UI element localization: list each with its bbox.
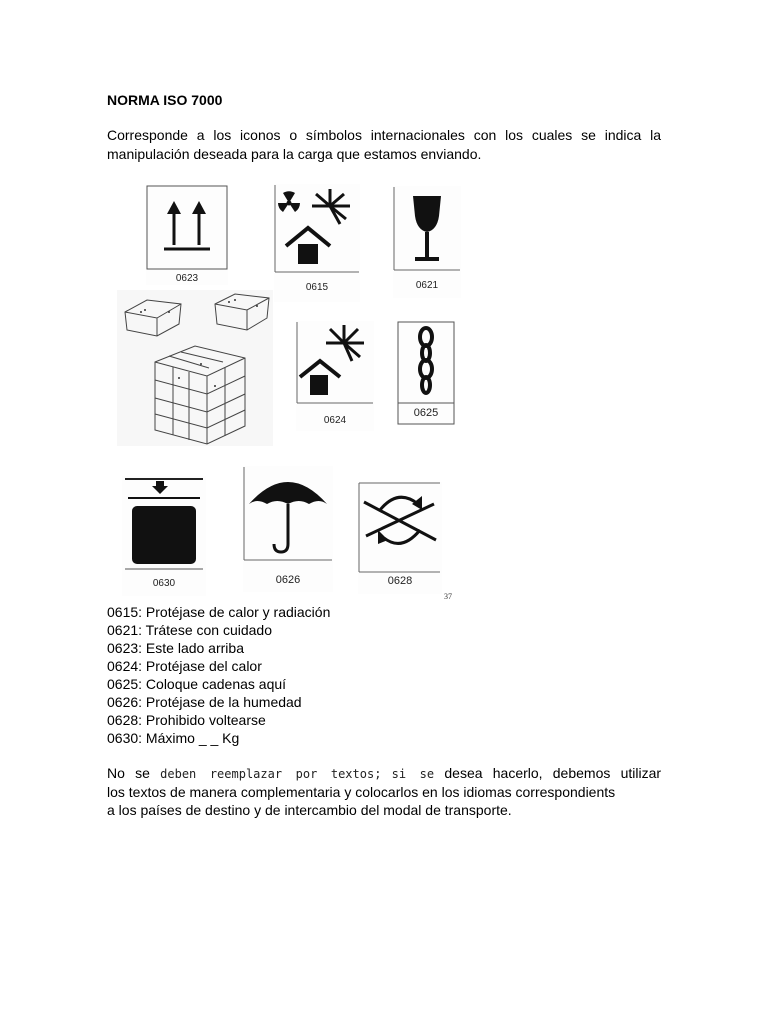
- symbol-code-0626: 0626: [275, 574, 301, 586]
- legend-item: 0625: Coloque cadenas aquí: [107, 676, 287, 692]
- this-way-up-icon: [146, 185, 228, 285]
- symbol-0615: [274, 184, 360, 302]
- intro-line-2: manipulación deseada para la carga que estamos enviando.: [107, 146, 482, 162]
- closing-line-1: [107, 764, 661, 783]
- symbol-0621: [393, 186, 461, 298]
- page-title: NORMA ISO 7000: [107, 92, 223, 108]
- closing-text-c: si se: [391, 767, 435, 781]
- protect-from-heat-icon: [296, 321, 374, 431]
- closing-line-2: los textos de manera complementaria y colocarlos en los idiomas correspondients: [107, 784, 616, 800]
- symbol-legend-list: [107, 603, 330, 747]
- symbol-code-0625: 0625: [413, 407, 439, 419]
- stacking-limit-icon: [122, 476, 206, 596]
- symbol-code-0628: 0628: [387, 575, 413, 587]
- symbol-0626: [243, 466, 333, 592]
- symbol-code-0630: 0630: [152, 578, 176, 589]
- symbol-code-0624: 0624: [323, 415, 347, 426]
- chain-icon: [397, 321, 455, 425]
- closing-line-3: a los países de destino y de intercambio del modal de transporte.: [107, 802, 512, 818]
- figure-page-number: 37: [444, 592, 452, 601]
- heat-radiation-icon: [274, 184, 360, 302]
- legend-item: 0626: Protéjase de la humedad: [107, 694, 302, 710]
- intro-line-1: Corresponde a los iconos o símbolos internacionales con los cuales se indica la: [107, 127, 661, 143]
- legend-item: 0628: Prohibido voltearse: [107, 712, 266, 728]
- symbol-0624: [296, 321, 374, 431]
- closing-text-a: No se: [107, 765, 150, 781]
- do-not-tumble-icon: [358, 482, 442, 594]
- legend-item: 0624: Protéjase del calor: [107, 658, 262, 674]
- legend-item: 0621: Trátese con cuidado: [107, 622, 273, 638]
- symbol-0628: [358, 482, 442, 594]
- stacked-boxes-image: [117, 290, 273, 446]
- symbol-0623: [146, 185, 228, 285]
- legend-item: 0630: Máximo _ _ Kg: [107, 730, 240, 746]
- symbol-0630: [122, 476, 206, 596]
- legend-item: 0615: Protéjase de calor y radiación: [107, 604, 331, 620]
- symbol-0625: [397, 321, 455, 425]
- symbol-code-0621: 0621: [415, 280, 439, 291]
- closing-text-d: desea hacerlo, debemos utilizar: [444, 765, 662, 781]
- closing-paragraph: [107, 764, 661, 819]
- stacked-boxes-illustration: [117, 290, 273, 446]
- intro-paragraph: [107, 126, 661, 164]
- symbol-code-0615: 0615: [305, 282, 329, 293]
- fragile-glass-icon: [393, 186, 461, 298]
- umbrella-icon: [243, 466, 333, 592]
- legend-item: 0623: Este lado arriba: [107, 640, 244, 656]
- symbol-code-0623: 0623: [175, 273, 199, 284]
- closing-text-b: deben reemplazar por textos;: [160, 767, 382, 781]
